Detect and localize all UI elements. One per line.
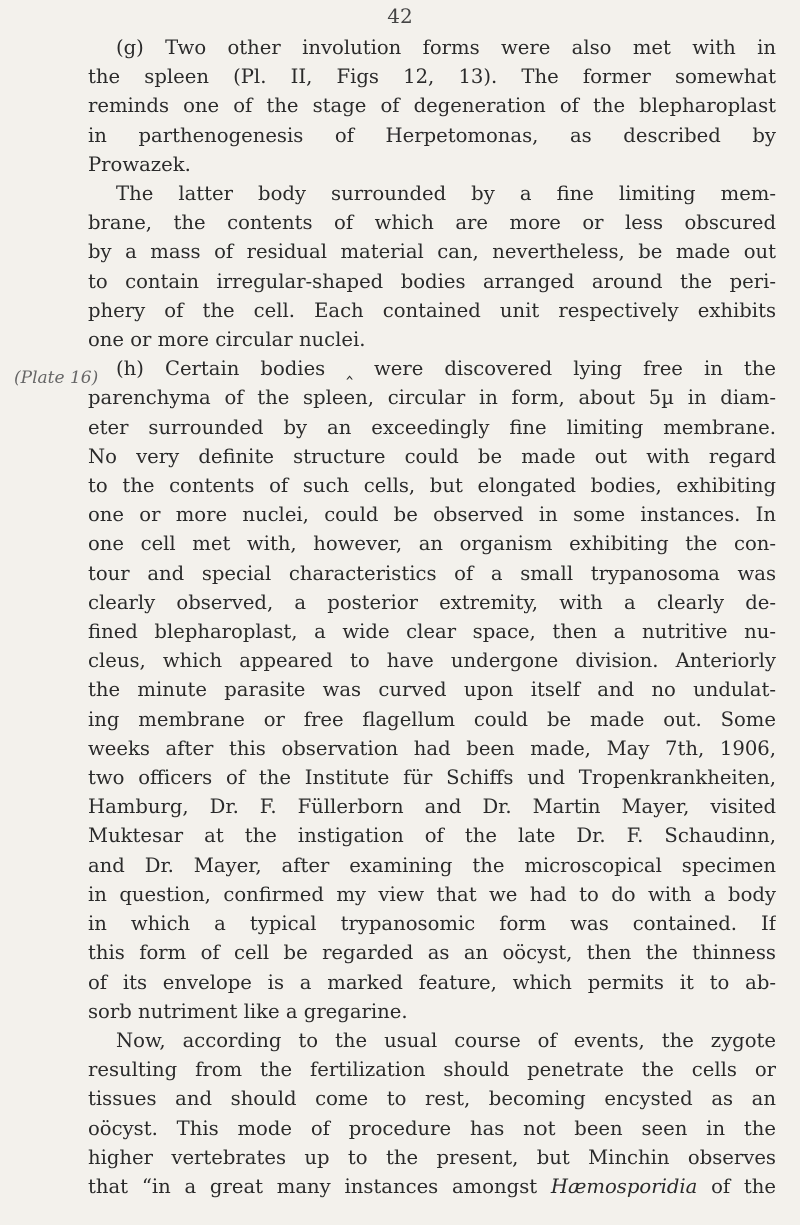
- text-line: by a mass of residual material can, nevertheless, be made out: [88, 240, 776, 264]
- text-line: (g) Two other involution forms were also met with in: [116, 36, 776, 59]
- text-line: reminds one of the stage of degeneration of the blepharoplast: [88, 94, 776, 118]
- text-line: Prowazek.: [88, 152, 191, 176]
- text-line: one or more nuclei, could be observed in some instances. In: [88, 503, 776, 527]
- text-line: one cell met with, however, an organism exhibiting the con-: [88, 532, 776, 556]
- text-run: of the: [697, 1174, 776, 1198]
- text-line: cleus, which appeared to have undergone division. Anteriorly: [88, 649, 776, 673]
- text-line: Now, according to the usual course of events, the zygote: [116, 1028, 776, 1052]
- text-line: resulting from the fertilization should penetrate the cells or: [88, 1058, 776, 1082]
- text-line: phery of the cell. Each contained unit respectively exhibits: [88, 298, 776, 322]
- margin-annotation: (Plate 16): [14, 368, 99, 388]
- text-line: in question, confirmed my view that we had to do with a body: [88, 882, 776, 906]
- body-text: [88, 33, 776, 1201]
- text-line: to the contents of such cells, but elongated bodies, exhibiting: [88, 474, 776, 498]
- text-line: [88, 1172, 776, 1201]
- text-line: in which a typical trypanosomic form was contained. If: [88, 912, 776, 936]
- text-line: The latter body surrounded by a fine limiting mem-: [116, 182, 776, 206]
- text-run: that “in a great many instances amongst: [88, 1174, 551, 1198]
- text-line: clearly observed, a posterior extremity, with a clearly de-: [88, 590, 776, 614]
- page-number: 42: [387, 4, 413, 28]
- text-line: and Dr. Mayer, after examining the microscopical specimen: [88, 853, 776, 877]
- text-line: two officers of the Institute für Schiffs und Tropenkrankheiten,: [88, 766, 776, 790]
- text-line: the minute parasite was curved upon itself and no undulat-: [88, 678, 776, 702]
- text-line: higher vertebrates up to the present, but Minchin observes: [88, 1145, 776, 1169]
- text-line: brane, the contents of which are more or less obscured: [88, 211, 776, 235]
- text-line: No very definite structure could be made out with regard: [88, 444, 776, 468]
- text-line: this form of cell be regarded as an oöcyst, then the thinness: [88, 941, 776, 965]
- italic-term: Hæmosporidia: [550, 1174, 698, 1198]
- text-line: parenchyma of the spleen, circular in form, about 5µ in diam-: [88, 386, 776, 410]
- text-line: (h) Certain bodies ‸ were discovered lying free in the: [116, 357, 776, 381]
- text-line: of its envelope is a marked feature, which permits it to ab-: [88, 970, 776, 994]
- text-line: fined blepharoplast, a wide clear space, then a nutritive nu-: [88, 620, 776, 644]
- text-line: the spleen (Pl. II, Figs 12, 13). The former somewhat: [88, 65, 776, 89]
- text-line: tissues and should come to rest, becoming encysted as an: [88, 1087, 776, 1111]
- text-line: oöcyst. This mode of procedure has not been seen in the: [88, 1116, 776, 1140]
- text-line: tour and special characteristics of a small trypanosoma was: [88, 561, 776, 585]
- text-line: Hamburg, Dr. F. Füllerborn and Dr. Martin Mayer, visited: [88, 795, 776, 819]
- text-line: weeks after this observation had been made, May 7th, 1906,: [88, 736, 776, 760]
- text-line: one or more circular nuclei.: [88, 328, 366, 352]
- text-line: Muktesar at the instigation of the late Dr. F. Schaudinn,: [88, 824, 776, 848]
- text-line: eter surrounded by an exceedingly fine limiting membrane.: [88, 415, 776, 439]
- text-line: sorb nutriment like a gregarine.: [88, 999, 408, 1023]
- text-line: in parthenogenesis of Herpetomonas, as described by: [88, 123, 776, 147]
- text-line: to contain irregular-shaped bodies arranged around the peri-: [88, 269, 776, 293]
- text-line: ing membrane or free flagellum could be made out. Some: [88, 707, 776, 731]
